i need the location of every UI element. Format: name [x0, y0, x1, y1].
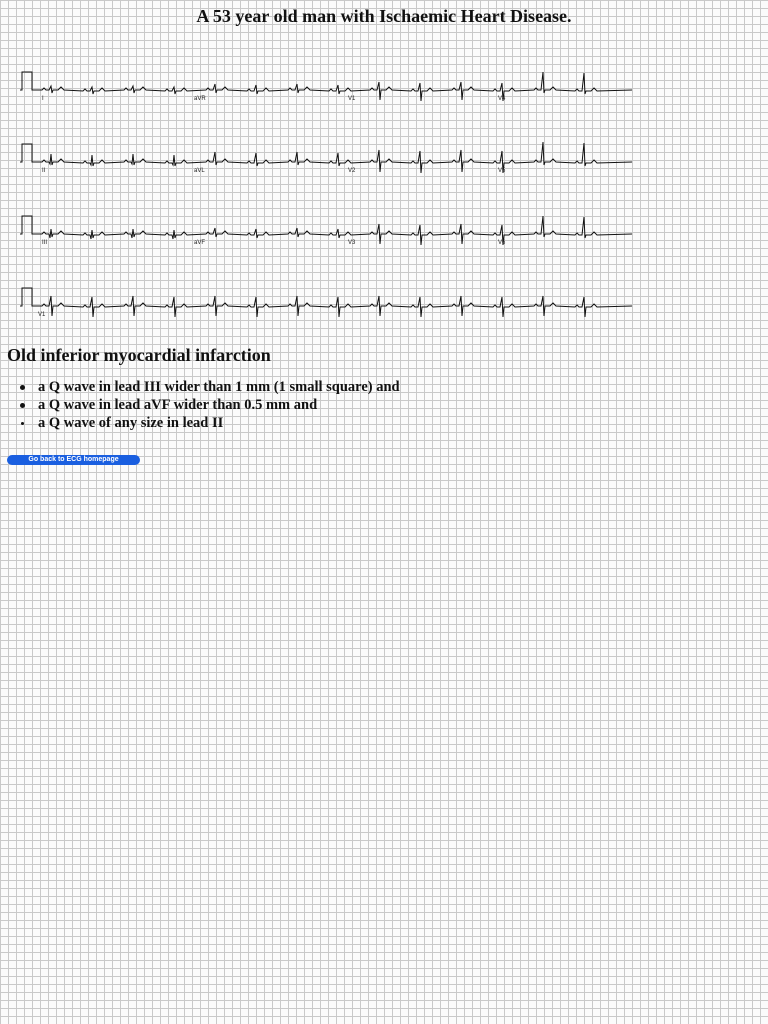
ecg-trace [20, 288, 632, 317]
lead-label: V1 [348, 96, 356, 102]
lead-label: aVF [194, 240, 206, 246]
ecg-homepage-button[interactable]: Go back to ECG homepage [7, 455, 140, 465]
criteria-item [18, 396, 400, 414]
bullet-icon [20, 385, 25, 390]
lead-label: aVR [194, 96, 206, 102]
lead-label: V6 [498, 240, 506, 246]
lead-label: V4 [498, 96, 506, 102]
criteria-text: a Q wave in lead aVF wider than 0.5 mm and [38, 397, 318, 413]
ecg-trace [20, 216, 632, 245]
bullet-icon [20, 403, 25, 408]
diagnosis-heading: Old inferior myocardial infarction [7, 345, 271, 365]
criteria-text: a Q wave in lead III wider than 1 mm (1 small square) and [38, 379, 400, 395]
lead-label: aVL [194, 168, 205, 174]
page-title: A 53 year old man with Ischaemic Heart Disease. [196, 6, 572, 26]
ecg-svg [20, 62, 636, 324]
ecg-trace [20, 142, 632, 173]
lead-label: V1 [38, 312, 46, 318]
bullet-icon [21, 422, 24, 425]
lead-label: I [42, 96, 44, 102]
ecg-trace [20, 72, 632, 101]
lead-label: V5 [498, 168, 506, 174]
lead-label: II [42, 168, 46, 174]
ecg-tracing [20, 62, 636, 324]
criteria-item [18, 378, 400, 396]
criteria-text: a Q wave of any size in lead II [38, 415, 224, 431]
lead-label: V3 [348, 240, 356, 246]
lead-label: V2 [348, 168, 356, 174]
criteria-list [18, 378, 400, 432]
lead-label: III [42, 240, 48, 246]
criteria-item [18, 414, 400, 432]
